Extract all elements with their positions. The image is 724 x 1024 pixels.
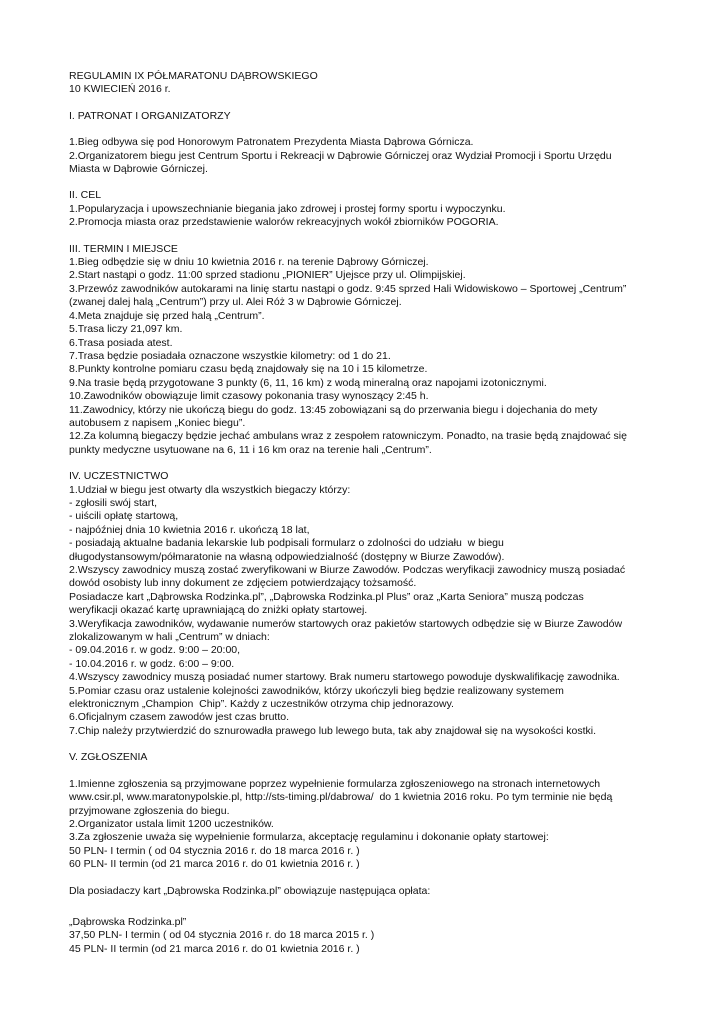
- paragraph-line: 7.Trasa będzie posiadała oznaczone wszystkie kilometry: od 1 do 21.: [69, 349, 391, 362]
- fee-line: 45 PLN- II termin (od 21 marca 2016 r. do 01 kwietnia 2016 r. ): [69, 942, 360, 955]
- paragraph-line: 1.Imienne zgłoszenia są przyjmowane poprzez wypełnienie formularza zgłoszeniowego na stronach internetowych: [69, 777, 601, 790]
- paragraph-line: 12.Za kolumną biegaczy będzie jechać ambulans wraz z zespołem ratowniczym. Ponadto, na trasie będą znajdować się: [69, 430, 627, 443]
- paragraph-line: elektronicznym „Champion Chip”. Każdy z uczestników otrzyma chip jednorazowy.: [69, 698, 454, 711]
- paragraph-line: 6.Trasa posiada atest.: [69, 336, 173, 349]
- document-title: REGULAMIN IX PÓŁMARATONU DĄBROWSKIEGO: [69, 70, 318, 82]
- paragraph-line: 4.Meta znajduje się przed halą „Centrum”.: [69, 309, 265, 322]
- paragraph-line: 1.Bieg odbędzie się w dniu 10 kwietnia 2016 r. na terenie Dąbrowy Górniczej.: [69, 256, 429, 269]
- paragraph-line: 11.Zawodnicy, którzy nie ukończą biegu do godz. 13:45 zobowiązani są do przerwania biegu i dojechania do mety: [69, 403, 598, 416]
- paragraph-line: punkty medyczne usytuowane na 6, 11 i 16 km oraz na terenie hali „Centrum”.: [69, 443, 432, 456]
- fee-line: 50 PLN- I termin ( od 04 stycznia 2016 r. do 18 marca 2016 r. ): [69, 844, 360, 857]
- paragraph-line: 3.Weryfikacja zawodników, wydawanie numerów startowych oraz pakietów startowych odbędzie się w Biurze Zawodów: [69, 617, 623, 630]
- paragraph-line: Posiadacze kart „Dąbrowska Rodzinka.pl”, „Dąbrowska Rodzinka.pl Plus” oraz „Karta Seniora” muszą podczas: [69, 590, 584, 603]
- paragraph-line: długodystansowym/półmaratonie na własną odpowiedzialność (dostępny w Biurze Zawodów).: [69, 550, 505, 563]
- paragraph-line: 10.Zawodników obowiązuje limit czasowy pokonania trasy wynoszący 2:45 h.: [69, 390, 429, 403]
- section-heading-cel: II. CEL: [69, 189, 102, 202]
- paragraph-line: 6.Oficjalnym czasem zawodów jest czas brutto.: [69, 711, 289, 724]
- paragraph-line: przyjmowane zgłoszenia do biegu.: [69, 804, 230, 817]
- paragraph-line: 3.Za zgłoszenie uważa się wypełnienie formularza, akceptację regulaminu i dokonanie opłaty startowej:: [69, 831, 549, 844]
- paragraph-line: 7.Chip należy przytwierdzić do sznurowadła prawego lub lewego buta, tak aby znajdował się na wysokości kostki.: [69, 724, 597, 737]
- fee-line: 37,50 PLN- I termin ( od 04 stycznia 2016 r. do 18 marca 2015 r. ): [69, 929, 375, 942]
- paragraph-line: weryfikacji okazać kartę uprawniającą do zniżki opłaty startowej.: [69, 604, 368, 617]
- rodzinka-heading: „Dąbrowska Rodzinka.pl”: [69, 915, 187, 928]
- section-uczestnictwo-body: [69, 484, 669, 739]
- section-zgloszenia-body: [69, 778, 669, 872]
- paragraph-line: 5.Trasa liczy 21,097 km.: [69, 323, 183, 336]
- section-termin-body: [69, 256, 669, 457]
- paragraph-line: 2.Organizatorem biegu jest Centrum Sportu i Rekreacji w Dąbrowie Górniczej oraz Wydział Promocji i Sportu Urzędu: [69, 149, 612, 162]
- paragraph-line: (zwanej dalej halą „Centrum”) przy ul. Alei Róż 3 w Dąbrowie Górniczej.: [69, 296, 402, 309]
- document-date: 10 KWIECIEŃ 2016 r.: [69, 83, 171, 96]
- paragraph-line: - posiadają aktualne badania lekarskie lub podpisali formularz o zdolności do udziału w biegu: [69, 537, 504, 550]
- section-heading-termin: III. TERMIN I MIEJSCE: [69, 242, 178, 255]
- section-heading-patronat: I. PATRONAT I ORGANIZATORZY: [69, 109, 231, 122]
- paragraph-line: - 09.04.2016 r. w godz. 9:00 – 20:00,: [69, 644, 241, 657]
- paragraph-line: 1.Bieg odbywa się pod Honorowym Patronatem Prezydenta Miasta Dąbrowa Górnicza.: [69, 136, 474, 149]
- paragraph-line: 2.Organizator ustala limit 1200 uczestników.: [69, 817, 274, 830]
- paragraph-line: - 10.04.2016 r. w godz. 6:00 – 9:00.: [69, 657, 235, 670]
- paragraph-line: 3.Przewóz zawodników autokarami na linię startu nastąpi o godz. 9:45 sprzed Hali Widowiskowo – Sportowej „Centrum”: [69, 282, 627, 295]
- paragraph-line: 1.Popularyzacja i upowszechnianie biegania jako zdrowej i prostej formy sportu i wypoczynku.: [69, 202, 506, 215]
- paragraph-line: www.csir.pl, www.maratonypolskie.pl, http://sts-timing.pl/dabrowa/ do 1 kwietnia 2016 roku. Po tym terminie nie będą: [69, 791, 613, 804]
- paragraph-line: autobusem z napisem „Koniec biegu”.: [69, 416, 246, 429]
- paragraph-line: - zgłosili swój start,: [69, 496, 158, 509]
- paragraph-line: 9.Na trasie będą przygotowane 3 punkty (6, 11, 16 km) z wodą mineralną oraz napojami izotonicznymi.: [69, 376, 547, 389]
- paragraph-line: 8.Punkty kontrolne pomiaru czasu będą znajdowały się na 10 i 15 kilometrze.: [69, 363, 428, 376]
- paragraph-line: zlokalizowanym w hali „Centrum” w dniach:: [69, 631, 270, 644]
- paragraph-line: Miasta w Dąbrowie Górniczej.: [69, 163, 208, 176]
- rodzinka-intro: Dla posiadaczy kart „Dąbrowska Rodzinka.pl” obowiązuje następująca opłata:: [69, 884, 431, 897]
- document-body: [69, 70, 669, 956]
- paragraph-line: - najpóźniej dnia 10 kwietnia 2016 r. ukończą 18 lat,: [69, 523, 310, 536]
- fee-line: 60 PLN- II termin (od 21 marca 2016 r. do 01 kwietnia 2016 r. ): [69, 858, 360, 871]
- section-patronat-body: [69, 136, 669, 176]
- paragraph-line: - uiścili opłatę startową,: [69, 510, 179, 523]
- paragraph-line: 5.Pomiar czasu oraz ustalenie kolejności zawodników, którzy ukończyli bieg będzie realizowany systemem: [69, 684, 564, 697]
- section-heading-zgloszenia: V. ZGŁOSZENIA: [69, 751, 148, 764]
- paragraph-line: dowód osobisty lub inny dokument ze zdjęciem potwierdzający tożsamość.: [69, 577, 417, 590]
- paragraph-line: 2.Start nastąpi o godz. 11:00 sprzed stadionu „PIONIER” Ujejsce przy ul. Olimpijskiej.: [69, 269, 466, 282]
- paragraph-line: 2.Wszyscy zawodnicy muszą zostać zweryfikowani w Biurze Zawodów. Podczas weryfikacji zawodnicy muszą posiadać: [69, 564, 626, 576]
- section-heading-uczestnictwo: IV. UCZESTNICTWO: [69, 470, 169, 483]
- paragraph-line: 2.Promocja miasta oraz przedstawienie walorów rekreacyjnych wokół zbiorników POGORIA.: [69, 216, 499, 229]
- paragraph-line: 4.Wszyscy zawodnicy muszą posiadać numer startowy. Brak numeru startowego powoduje dyskwalifikację zawodnika.: [69, 671, 620, 684]
- section-cel-body: [69, 203, 669, 230]
- rodzinka-fees: [69, 916, 669, 956]
- paragraph-line: 1.Udział w biegu jest otwarty dla wszystkich biegaczy którzy:: [69, 483, 351, 496]
